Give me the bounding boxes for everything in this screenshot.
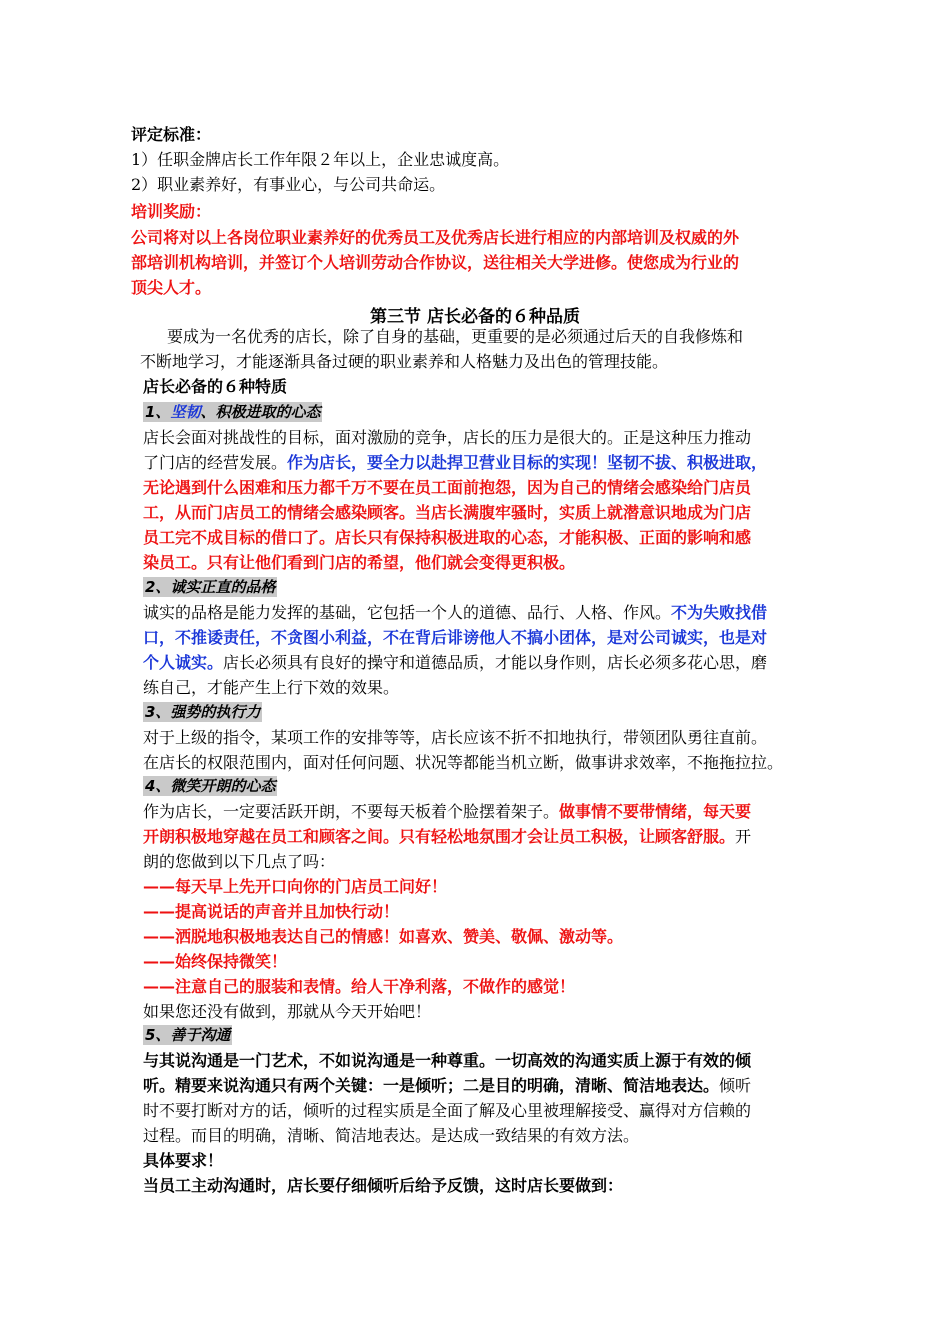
trait-2-line-2: 口，不推诿责任，不贪图小利益，不在背后诽谤他人不搞小团体，是对公司诚实，也是对: [143, 628, 768, 647]
trait-4-line-1: 作为店长，一定要活跃开朗，不要每天板着个脸摆着架子。做事情不要带情绪，每天要: [143, 802, 752, 821]
rating-item-1: 1）任职金牌店长工作年限２年以上，企业忠诚度高。: [131, 150, 510, 169]
trait-3-line-1: 对于上级的指令，某项工作的安排等等，店长应该不折不扣地执行，带领团队勇往直前。: [143, 728, 768, 747]
trait-1-red-2: 工，从而门店员工的情绪会感染顾客。当店长满腹牢骚时，实质上就潜意识地成为门店: [143, 503, 752, 522]
trait-3-line-2: 在店长的权限范围内，面对任何问题、状况等都能当机立断，做事讲求效率，不拖拖拉拉。: [143, 753, 784, 772]
trait-4-dash-5: ——注意自己的服装和表情。给人干净利落，不做作的感觉！: [143, 977, 576, 996]
trait-5-heading: 5、善于沟通: [145, 1026, 231, 1044]
training-line-3: 顶尖人才。: [131, 278, 212, 297]
trait-2-heading: 2、诚实正直的品格: [145, 578, 276, 596]
trait-1-line-2: 了门店的经营发展。作为店长，要全力以赴捍卫营业目标的实现！坚韧不拔、积极进取，: [143, 453, 768, 472]
trait-4-closing: 如果您还没有做到，那就从今天开始吧！: [143, 1002, 432, 1021]
rating-heading: 评定标准：: [131, 125, 212, 144]
trait-2-line-4: 练自己，才能产生上行下效的效果。: [143, 678, 400, 697]
trait-2-line-3: 个人诚实。店长必须具有良好的操守和道德品质，才能以身作则，店长必须多花心思，磨: [143, 653, 768, 672]
trait-2-line-1: 诚实的品格是能力发挥的基础，它包括一个人的道德、品行、人格、作风。不为失败找借: [143, 603, 768, 622]
trait-1-red-4: 染员工。只有让他们看到门店的希望，他们就会变得更积极。: [143, 553, 576, 572]
trait-1-line-1: 店长会面对挑战性的目标，面对激励的竞争，店长的压力是很大的。正是这种压力推动: [143, 428, 752, 447]
trait-1-heading: 1、坚韧、积极进取的心态: [145, 403, 321, 421]
intro-line-1: 要成为一名优秀的店长，除了自身的基础，更重要的是必须通过后天的自我修炼和: [167, 327, 744, 346]
trait-4-line-3: 朗的您做到以下几点了吗：: [143, 852, 336, 871]
traits-subtitle: 店长必备的６种特质: [143, 377, 288, 396]
trait-5-line-4: 过程。而目的明确，清晰、简洁地表达。是达成一致结果的有效方法。: [143, 1126, 640, 1145]
trait-1-red-1: 无论遇到什么困难和压力都千万不要在员工面前抱怨，因为自己的情绪会感染给门店员: [143, 478, 752, 497]
trait-5-line-2: 听。精要来说沟通只有两个关键：一是倾听；二是目的明确，清晰、简洁地表达。倾听: [143, 1076, 752, 1095]
trait-5-line-1: 与其说沟通是一门艺术，不如说沟通是一种尊重。一切高效的沟通实质上源于有效的倾: [143, 1051, 752, 1070]
training-line-2: 部培训机构培训，并签订个人培训劳动合作协议，送往相关大学进修。使您成为行业的: [131, 253, 740, 272]
trait-4-dash-2: ——提高说话的声音并且加快行动！: [143, 902, 400, 921]
trait-1-red-3: 员工完不成目标的借口了。店长只有保持积极进取的心态，才能积极、正面的影响和感: [143, 528, 752, 547]
trait-4-line-2: 开朗积极地穿越在员工和顾客之间。只有轻松地氛围才会让员工积极，让顾客舒服。开: [143, 827, 752, 846]
rating-item-2: 2）职业素养好，有事业心，与公司共命运。: [131, 175, 446, 194]
section-title: 第三节 店长必备的６种品质: [370, 307, 580, 327]
training-heading: 培训奖励：: [131, 202, 212, 221]
employee-communication-line: 当员工主动沟通时，店长要仔细倾听后给予反馈，这时店长要做到：: [143, 1176, 624, 1195]
trait-4-dash-4: ——始终保持微笑！: [143, 952, 288, 971]
requirements-heading: 具体要求！: [143, 1151, 224, 1170]
training-line-1: 公司将对以上各岗位职业素养好的优秀员工及优秀店长进行相应的内部培训及权威的外: [131, 228, 740, 247]
trait-3-heading: 3、强势的执行力: [145, 703, 261, 721]
trait-4-dash-1: ——每天早上先开口向你的门店员工问好！: [143, 877, 448, 896]
trait-4-heading: 4、微笑开朗的心态: [145, 777, 276, 795]
trait-4-dash-3: ——洒脱地积极地表达自己的情感！如喜欢、赞美、敬佩、激动等。: [143, 927, 624, 946]
trait-5-line-3: 时不要打断对方的话，倾听的过程实质是全面了解及心里被理解接受、赢得对方信赖的: [143, 1101, 752, 1120]
intro-line-2: 不断地学习，才能逐渐具备过硬的职业素养和人格魅力及出色的管理技能。: [140, 352, 669, 371]
